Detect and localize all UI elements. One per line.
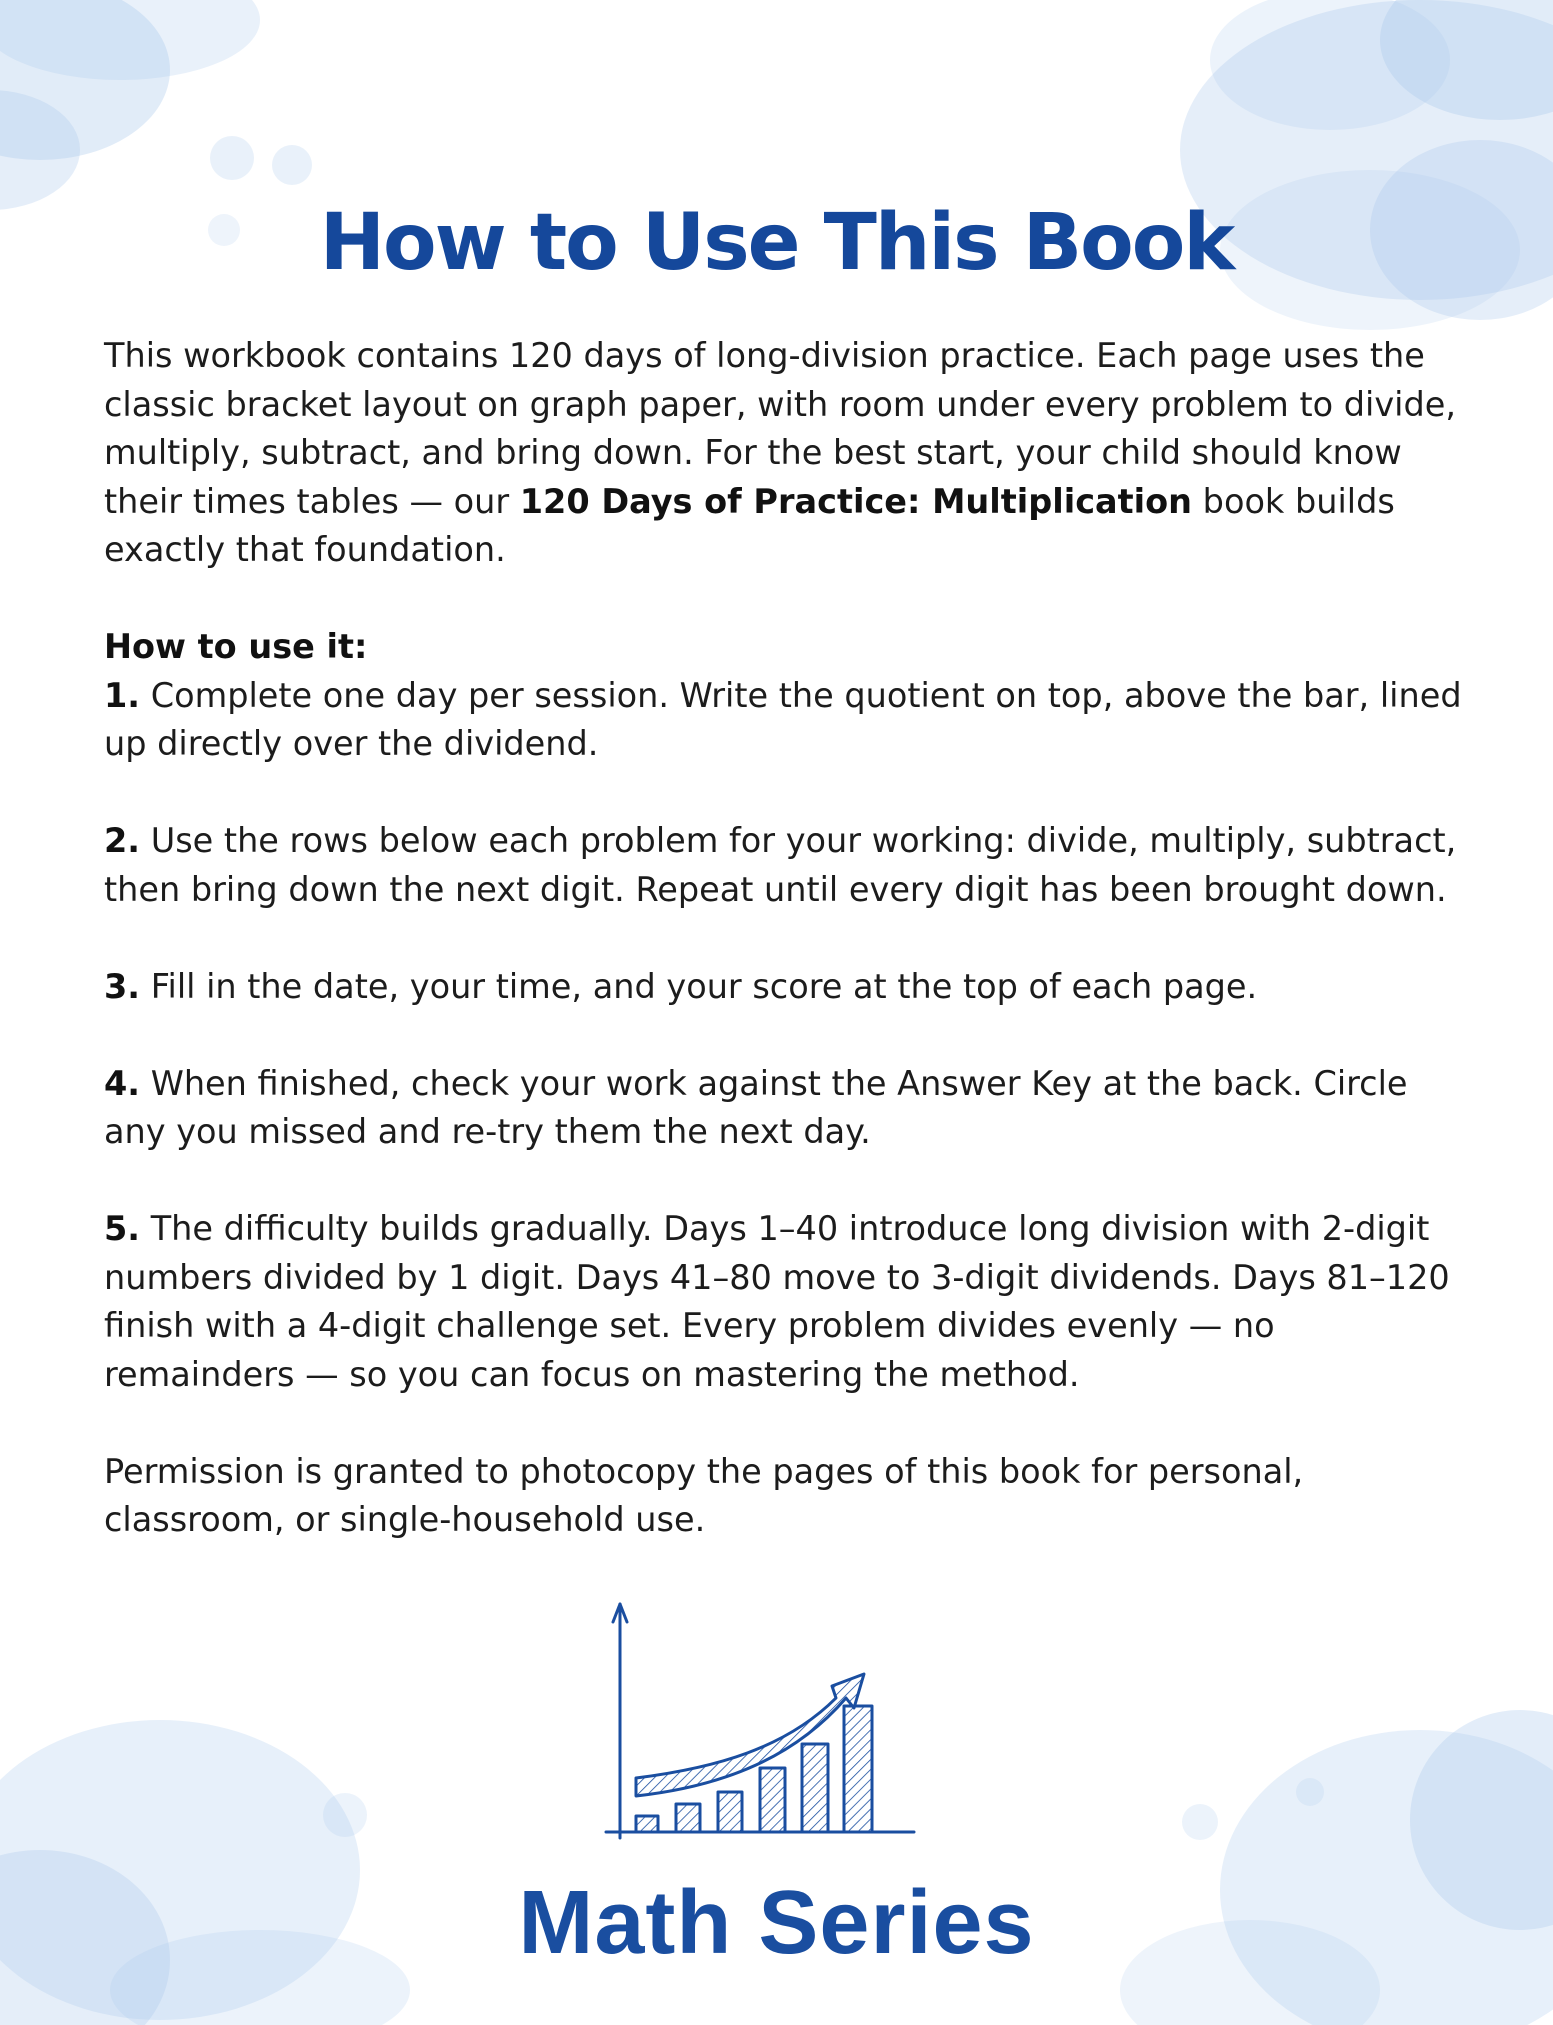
- intro-text-before: This workbook contains 120 days of long-division practice. Each page uses the classic bracket layout on graph paper, with room under every problem to divide, multiply, subtract, and bring down. For the best start, your child should know their times tables — our: [104, 336, 1456, 521]
- how-to-heading: How to use it:: [104, 627, 368, 666]
- step-number: 5.: [104, 1209, 141, 1248]
- step-text: When finished, check your work against the Answer Key at the back. Circle any you missed and re-try them the next day.: [104, 1063, 1408, 1151]
- step-text: The difficulty builds gradually. Days 1–40 introduce long division with 2-digit numbers divided by 1 digit. Days 41–80 move to 3-digit dividends. Days 81–120 finish with a 4-digit challenge set. Every problem divides evenly — no remainders — so you can focus on mastering the method.: [104, 1209, 1450, 1394]
- intro-paragraph: [104, 332, 1474, 575]
- intro-text-after: book builds exactly that foundation.: [104, 481, 1395, 569]
- step-text: Complete one day per session. Write the quotient on top, above the bar, lined up directly over the dividend.: [104, 675, 1462, 763]
- step-number: 3.: [104, 966, 141, 1006]
- step-5: [104, 1205, 1474, 1399]
- step-number: 1.: [104, 675, 141, 715]
- step-4: [104, 1060, 1474, 1157]
- step-number: 2.: [104, 821, 141, 860]
- bar-chart-growth-arrow-icon: [596, 1598, 926, 1853]
- intro-book-title: 120 Days of Practice: Multiplication: [519, 481, 1193, 521]
- step-1: [104, 672, 1474, 769]
- step-3: [104, 963, 1474, 1012]
- page-title: How to Use This Book: [319, 198, 1234, 288]
- step-text: Fill in the date, your time, and your score at the top of each page.: [140, 966, 1258, 1006]
- step-text: Use the rows below each problem for your working: divide, multiply, subtract, then bring down the next digit. Repeat until every digit has been brought down.: [104, 821, 1457, 909]
- step-2: [104, 817, 1474, 914]
- brand-name: Math Series: [518, 1873, 1035, 1973]
- step-number: 4.: [104, 1063, 141, 1103]
- permission-notice: Permission is granted to photocopy the pages of this book for personal, classroom, or single-household use.: [104, 1451, 1304, 1539]
- instructions-body: [104, 332, 1474, 1545]
